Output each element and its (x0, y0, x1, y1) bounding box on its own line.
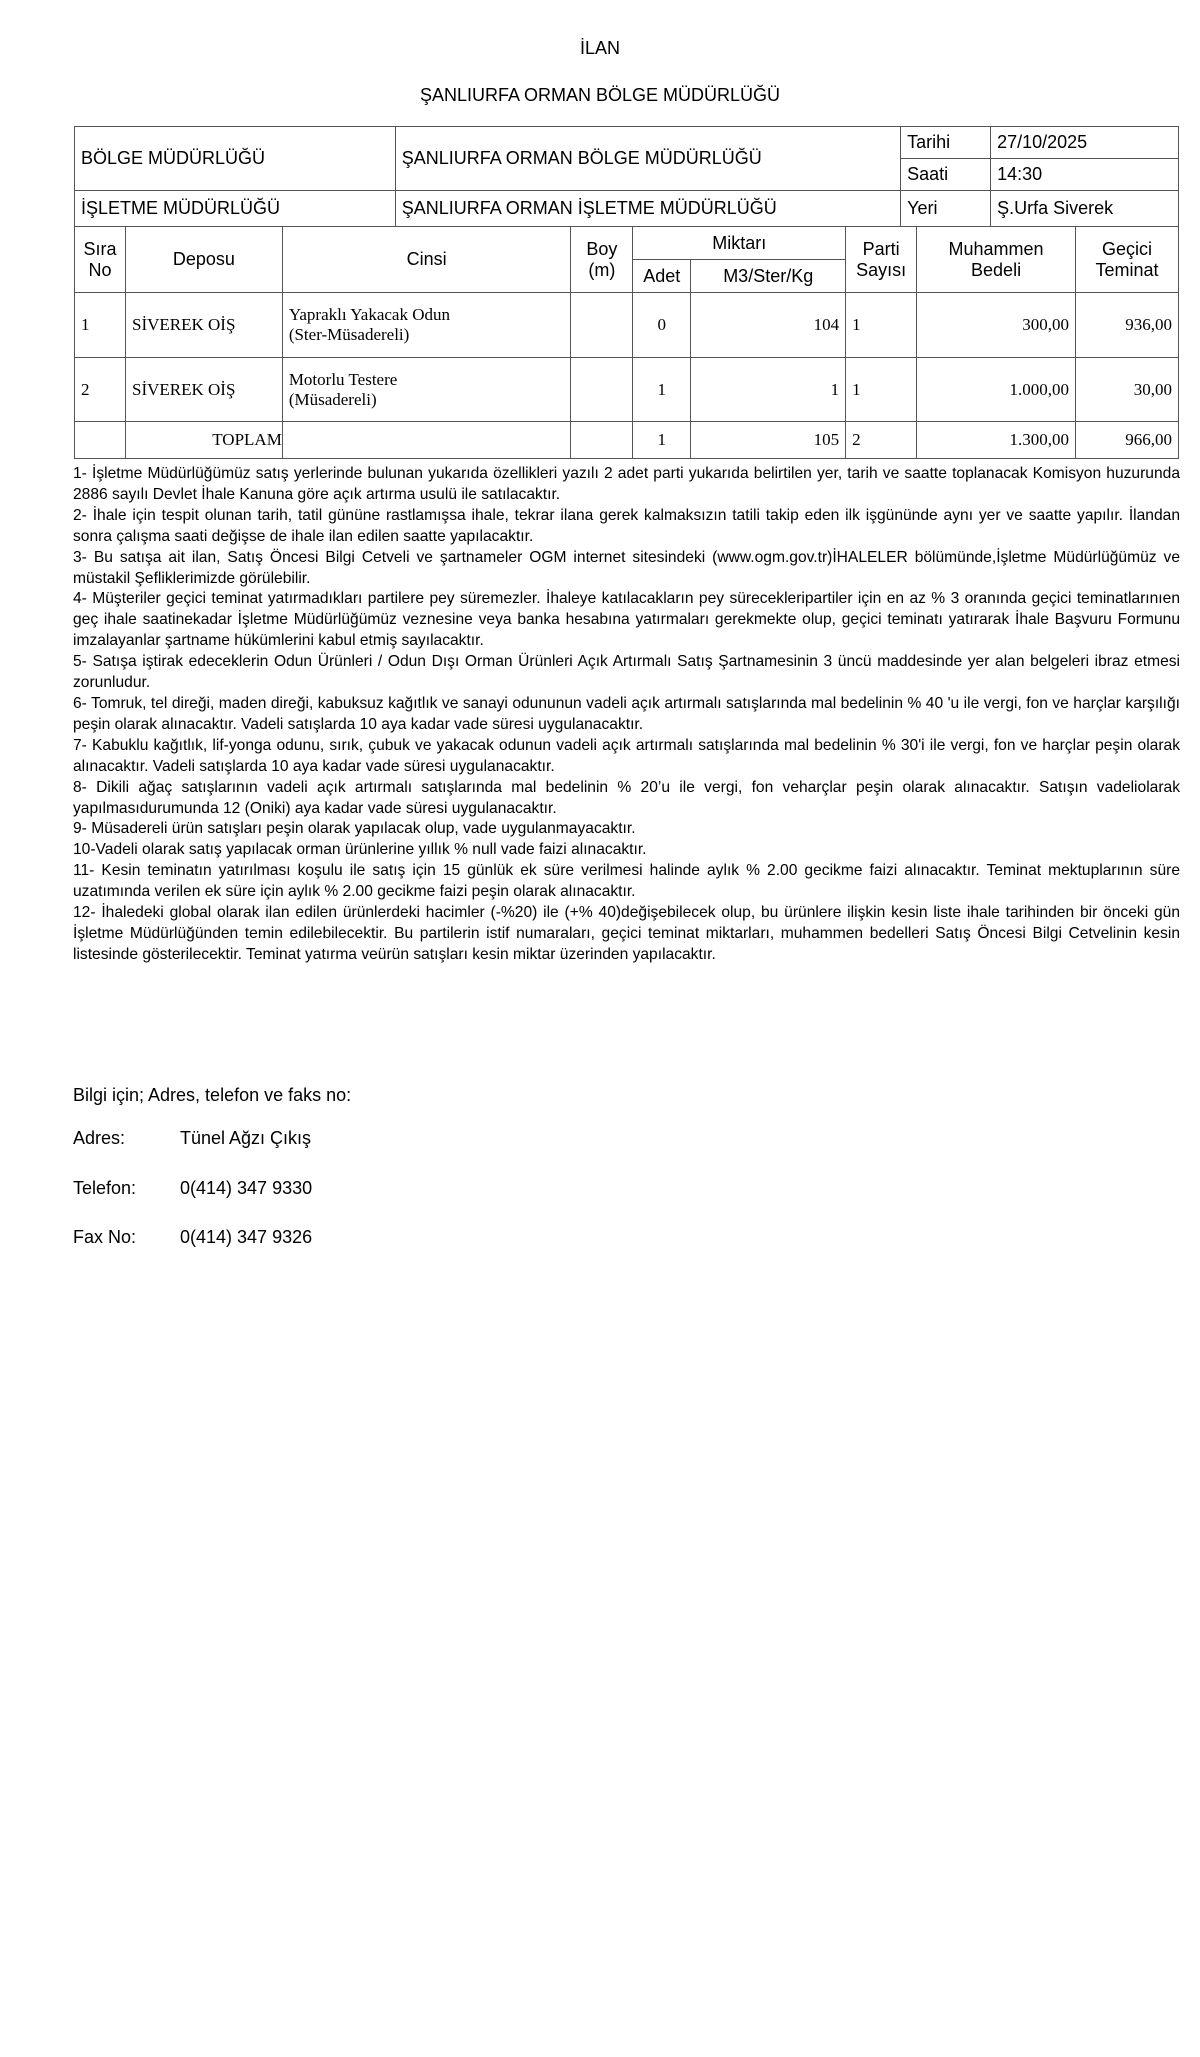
cinsi-line2: (Müsadereli) (288, 389, 377, 409)
document-title: İLAN (579, 38, 621, 58)
items-table (74, 226, 1179, 459)
condition-item: 12- İhaledeki global olarak ilan edilen ürünlerdeki hacimler (-%20) ile (+% 40)değişebilecek olup, bu ürünlere ilişkin kesin liste ihale tarihinden bir önceki gün İşletme Müdürlüğünden temin edilebilecektir. Bu partilerin istif numaraları, geçici teminat miktarları, muhammen bedelleri Satış Öncesi Bilgi Cetvelinin kesin listesinde gösterilecektir. Teminat yatırma veürün satışları kesin miktar üzerinden yapılacaktır. (73, 904, 1180, 963)
condition-item: 10-Vadeli olarak satış yapılacak orman ürünlerine yıllık % null vade faizi alınacaktır. (73, 841, 647, 859)
isletme-label: İŞLETME MÜDÜRLÜĞÜ (75, 191, 396, 227)
col-adet: Adet (633, 260, 691, 293)
condition-item: 8- Dikili ağaç satışlarının vadeli açık artırmalı satışlarında mal bedelinin % 20’u ile vergi, fon veharçlar peşin olarak alınacaktır. Satışın vadeliolarak yapılmasıdurumunda 12 (Oniki) aya kadar vade süresi uygulanacaktır. (73, 778, 1180, 817)
yeri-value: Ş.Urfa Siverek (991, 191, 1179, 227)
col-sira: Sıra No (75, 227, 126, 293)
total-adet: 1 (633, 422, 691, 459)
cell-m3: 104 (691, 293, 846, 358)
table-row (75, 293, 1179, 358)
col-m3: M3/Ster/Kg (691, 260, 846, 293)
total-row (75, 422, 1179, 459)
table-row (75, 358, 1179, 422)
total-gecici: 966,00 (1076, 422, 1179, 459)
fax-label: Fax No: (73, 1227, 137, 1247)
condition-item: 9- Müsadereli ürün satışları peşin olarak yapılacak olup, vade uygulanmayacaktır. (73, 820, 636, 838)
cell-muhammen: 1.000,00 (917, 358, 1076, 422)
contact-address (73, 1128, 311, 1149)
cell-gecici: 30,00 (1076, 358, 1179, 422)
tarih-label: Tarihi (901, 127, 991, 159)
fax-value: 0(414) 347 9326 (180, 1227, 313, 1247)
cell-cinsi (282, 293, 571, 358)
conditions-list (73, 464, 1180, 966)
cell-m3: 1 (691, 358, 846, 422)
contact-intro: Bilgi için; Adres, telefon ve faks no: (73, 1085, 352, 1105)
cell-parti: 1 (846, 293, 917, 358)
total-label: TOPLAM (125, 422, 282, 459)
cell-cinsi (282, 358, 571, 422)
contact-phone (73, 1178, 312, 1199)
condition-item: 11- Kesin teminatın yatırılması koşulu ile satış için 15 günlük ek süre verilmesi halinde aylık % 2.00 gecikme faizi alınacaktır. Teminat mektuplarının süre uzatımında verilen ek süre için aylık % 2.00 gecikme faizi peşin olarak alınacaktır. (73, 862, 1180, 901)
document-subtitle: ŞANLIURFA ORMAN BÖLGE MÜDÜRLÜĞÜ (419, 85, 781, 105)
cell-parti: 1 (846, 358, 917, 422)
cell-deposu: SİVEREK OİŞ (125, 293, 282, 358)
header-table (74, 126, 1179, 227)
condition-item: 4- Müşteriler geçici teminat yatırmadıkları partilere pey süremezler. İhaleye katılacakların pey sürecekleripartiler için en az % 3 oranında geçici teminatlarınıen geç ihale saatinekadar İşletme Müdürlüğümüz veznesine veya banka hesabına yatırmaları gerekmekte olup, geçici teminatı yatırarak İhale Başvuru Formunu imzalayanlar şartname hükümlerini kabul etmiş sayılacaktır. (73, 590, 1180, 650)
phone-value: 0(414) 347 9330 (180, 1178, 313, 1198)
cinsi-line1: Motorlu Testere (288, 369, 398, 389)
bolge-value: ŞANLIURFA ORMAN BÖLGE MÜDÜRLÜĞÜ (395, 127, 900, 191)
cell-muhammen: 300,00 (917, 293, 1076, 358)
condition-item: 7- Kabuklu kağıtlık, lif-yonga odunu, sırık, çubuk ve yakacak odunun vadeli açık artırmalı satışlarında mal bedelinin % 30'i ile vergi, fon ve harçlar peşin olarak alınacaktır. Vadeli satışlarda 10 aya kadar vade süresi uygulanacaktır. (73, 736, 1180, 775)
cell-adet: 1 (633, 358, 691, 422)
cell-boy (571, 293, 633, 358)
cinsi-line2: (Ster-Müsadereli) (288, 325, 410, 344)
col-gecici: Geçici Teminat (1076, 227, 1179, 293)
cinsi-line1: Yapraklı Yakacak Odun (288, 305, 450, 324)
col-boy: Boy (m) (571, 227, 633, 293)
isletme-value: ŞANLIURFA ORMAN İŞLETME MÜDÜRLÜĞÜ (395, 191, 900, 227)
total-m3: 105 (691, 422, 846, 459)
col-muhammen: Muhammen Bedeli (917, 227, 1076, 293)
col-cinsi: Cinsi (282, 227, 571, 293)
saati-value: 14:30 (991, 159, 1179, 191)
col-miktari: Miktarı (633, 227, 846, 260)
contact-fax (73, 1227, 312, 1248)
total-muhammen: 1.300,00 (917, 422, 1076, 459)
condition-item: 1- İşletme Müdürlüğümüz satış yerlerinde bulunan yukarıda özellikleri yazılı 2 adet parti yukarıda belirtilen yer, tarih ve saatte toplanacak Komisyon huzurunda 2886 sayılı Devlet İhale Kanuna göre açık artırma usulü ile satılacaktır. (73, 465, 1180, 503)
bolge-label: BÖLGE MÜDÜRLÜĞÜ (75, 127, 396, 191)
cell-adet: 0 (633, 293, 691, 358)
address-value: Tünel Ağzı Çıkış (180, 1128, 312, 1148)
cell-sira: 1 (75, 293, 126, 358)
tarih-value: 27/10/2025 (991, 127, 1179, 159)
condition-item: 5- Satışa iştirak edeceklerin Odun Ürünleri / Odun Dışı Orman Ürünleri Açık Artırmalı Satış Şartnamesinin 3 üncü maddesinde yer alan belgeleri ibraz etmesi zorunludur. (73, 653, 1180, 692)
col-deposu: Deposu (125, 227, 282, 293)
total-parti: 2 (846, 422, 917, 459)
phone-label: Telefon: (73, 1178, 137, 1198)
saati-label: Saati (901, 159, 991, 191)
cell-sira: 2 (75, 358, 126, 422)
address-label: Adres: (73, 1128, 126, 1148)
condition-item: 2- İhale için tespit olunan tarih, tatil gününe rastlamışsa ihale, tekrar ilana gerek kalmaksızın tatili takip eden ilk işgününde aynı yer ve saatte yapılır. İlandan sonra çalışma saati değişse de ihale ilan edilen saatte yapılacaktır. (73, 506, 1180, 545)
cell-deposu: SİVEREK OİŞ (125, 358, 282, 422)
yeri-label: Yeri (901, 191, 991, 227)
cell-gecici: 936,00 (1076, 293, 1179, 358)
cell-boy (571, 358, 633, 422)
condition-item: 3- Bu satışa ait ilan, Satış Öncesi Bilgi Cetveli ve şartnameler OGM internet sitesindeki (www.ogm.gov.tr)İHALELER bölümünde,İşletme Müdürlüğümüz ve müstakil Şefliklerimizde görülebilir. (73, 548, 1180, 587)
col-parti: Parti Sayısı (846, 227, 917, 293)
condition-item: 6- Tomruk, tel direği, maden direği, kabuksuz kağıtlık ve sanayi odununun vadeli açık artırmalı satışlarında mal bedelinin % 40 'u ile vergi, fon ve harçlar karşılığı peşin olarak alınacaktır. Vadeli satışlarda 10 aya kadar vade süresi uygulanacaktır. (73, 694, 1180, 733)
